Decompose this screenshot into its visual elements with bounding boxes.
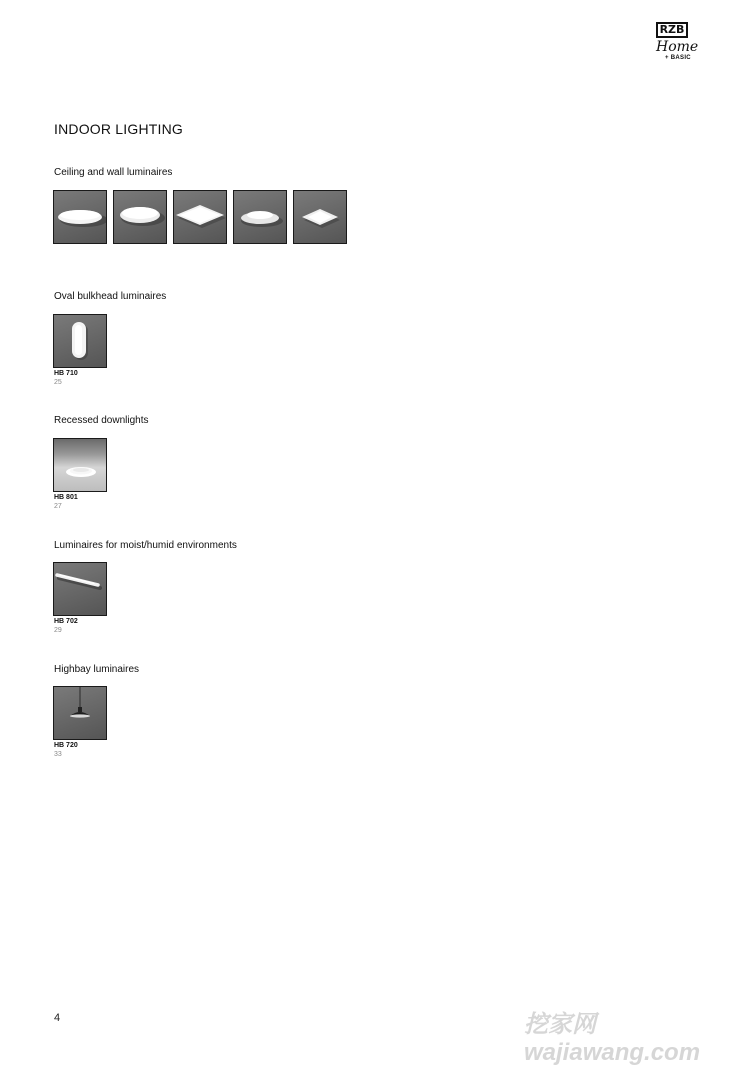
round-ceiling-luminaire-icon (54, 191, 106, 243)
section-title-highbay: Highbay luminaires (54, 664, 140, 675)
product-thumb-hb720[interactable] (53, 686, 107, 740)
page-title: INDOOR LIGHTING (54, 121, 184, 137)
section-title-oval-bulkhead: Oval bulkhead luminaires (54, 291, 167, 302)
product-page-hb710: 25 (54, 379, 62, 386)
product-thumb-ceiling-5[interactable] (293, 190, 347, 244)
product-thumb-hb702[interactable] (53, 562, 107, 616)
product-page-hb720: 33 (54, 751, 62, 758)
section-title-recessed: Recessed downlights (54, 415, 149, 426)
recessed-downlight-icon (54, 439, 106, 491)
product-code-hb720: HB 720 (54, 742, 78, 749)
product-page-hb801: 27 (54, 503, 62, 510)
section-title-ceiling-wall: Ceiling and wall luminaires (54, 167, 173, 178)
square-ceiling-luminaire-icon (294, 191, 346, 243)
product-thumb-ceiling-4[interactable] (233, 190, 287, 244)
round-ceiling-luminaire-icon (234, 191, 286, 243)
product-code-hb710: HB 710 (54, 370, 78, 377)
product-code-hb801: HB 801 (54, 494, 78, 501)
square-ceiling-luminaire-icon (174, 191, 226, 243)
section-title-moist-humid: Luminaires for moist/humid environments (54, 540, 237, 551)
page-number: 4 (54, 1012, 61, 1024)
watermark: 挖家网 wajiawang.com (524, 1011, 701, 1066)
brand-logo (654, 22, 699, 66)
highbay-pendant-icon (54, 687, 106, 739)
product-thumb-ceiling-2[interactable] (113, 190, 167, 244)
product-thumb-ceiling-1[interactable] (53, 190, 107, 244)
logo-script: Home (656, 39, 699, 55)
product-page-hb702: 29 (54, 627, 62, 634)
product-thumb-ceiling-3[interactable] (173, 190, 227, 244)
round-ceiling-luminaire-icon (114, 191, 166, 243)
product-code-hb702: HB 702 (54, 618, 78, 625)
product-thumb-hb801[interactable] (53, 438, 107, 492)
oval-bulkhead-icon (54, 315, 106, 367)
linear-moisture-luminaire-icon (54, 563, 106, 615)
product-thumb-hb710[interactable] (53, 314, 107, 368)
logo-sub: + BASIC (665, 55, 691, 61)
logo-box: RZB (656, 22, 688, 38)
